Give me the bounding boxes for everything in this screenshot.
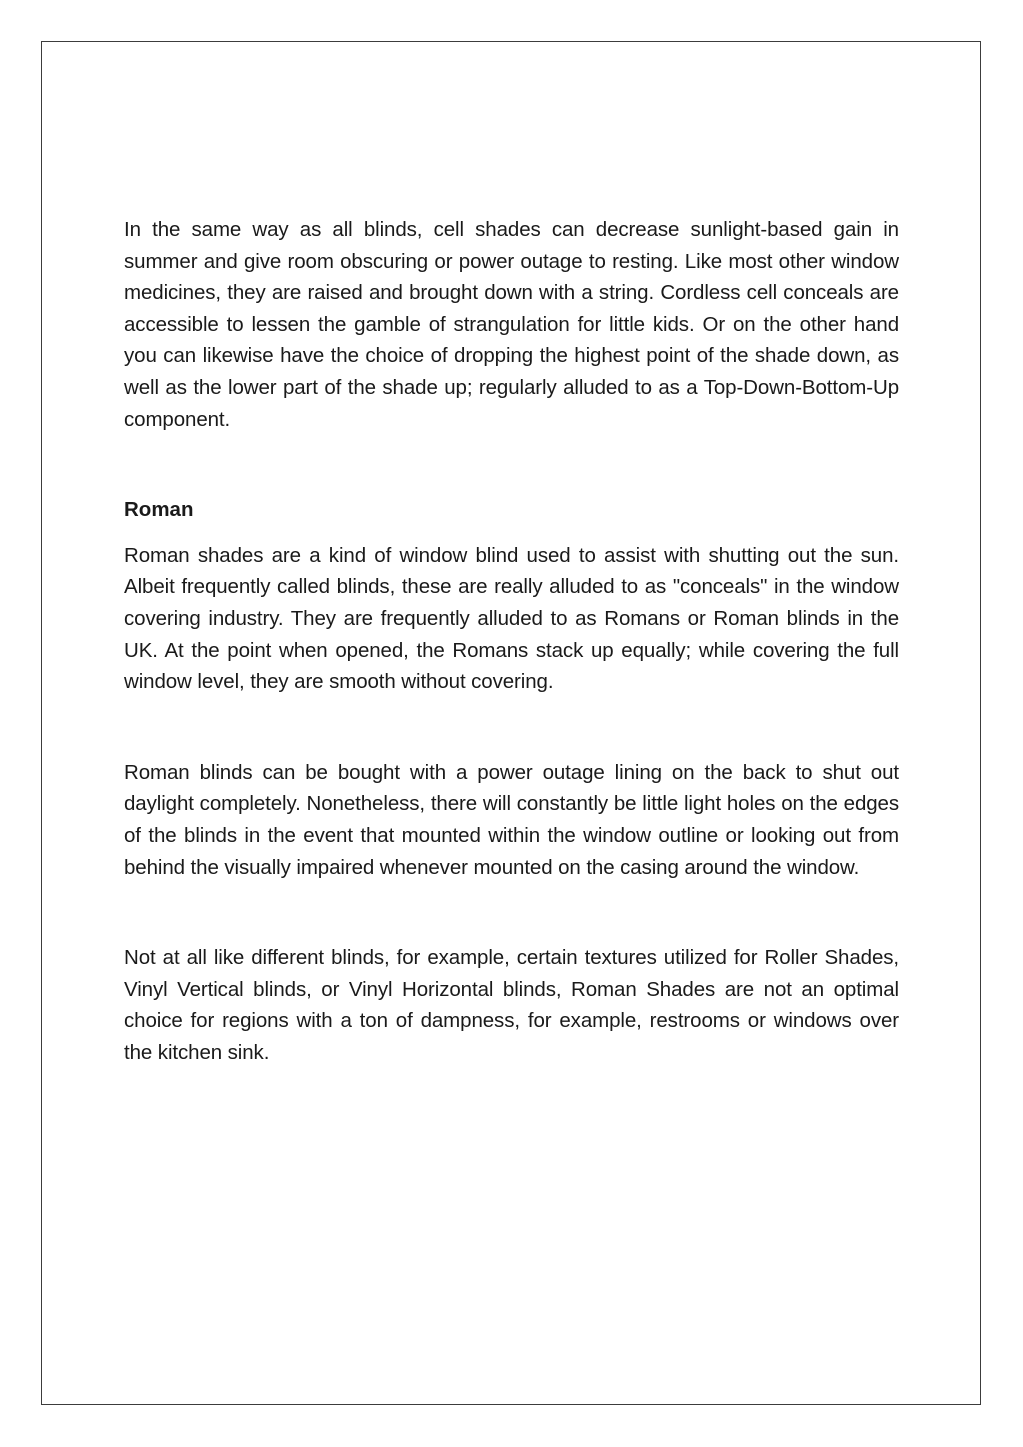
- paragraph-roman-shades: Roman shades are a kind of window blind used to assist with shutting out the sun. Albeit frequently called blinds, these are really alluded to as "conceals" in the window covering industry. They are frequently alluded to as Romans or Roman blinds in the UK. At the point when opened, the Romans stack up equally; while covering the full window level, they are smooth without covering.: [124, 543, 899, 694]
- section-heading-roman: Roman: [124, 498, 194, 522]
- document-body: [124, 214, 899, 1068]
- paragraph-roman-dampness: Not at all like different blinds, for example, certain textures utilized for Roller Shades, Vinyl Vertical blinds, or Vinyl Horizontal blinds, Roman Shades are not an optimal choice for regions with a ton of dampness, for example, restrooms or windows over the kitchen sink.: [124, 946, 899, 1064]
- paragraph-roman-blinds-lining: Roman blinds can be bought with a power outage lining on the back to shut out daylight completely. Nonetheless, there will constantly be little light holes on the edges of the blinds in the event that mounted within the window outline or looking out from behind the visually impaired whenever mounted on the casing around the window.: [124, 760, 899, 879]
- paragraph-cell-shades: In the same way as all blinds, cell shades can decrease sunlight-based gain in summer and give room obscuring or power outage to resting. Like most other window medicines, they are raised and brought down with a string. Cordless cell conceals are accessible to lessen the gamble of strangulation for little kids. Or on the other hand you can likewise have the choice of dropping the highest point of the shade down, as well as the lower part of the shade up; regularly alluded to as a Top-Down-Bottom-Up component.: [124, 218, 899, 431]
